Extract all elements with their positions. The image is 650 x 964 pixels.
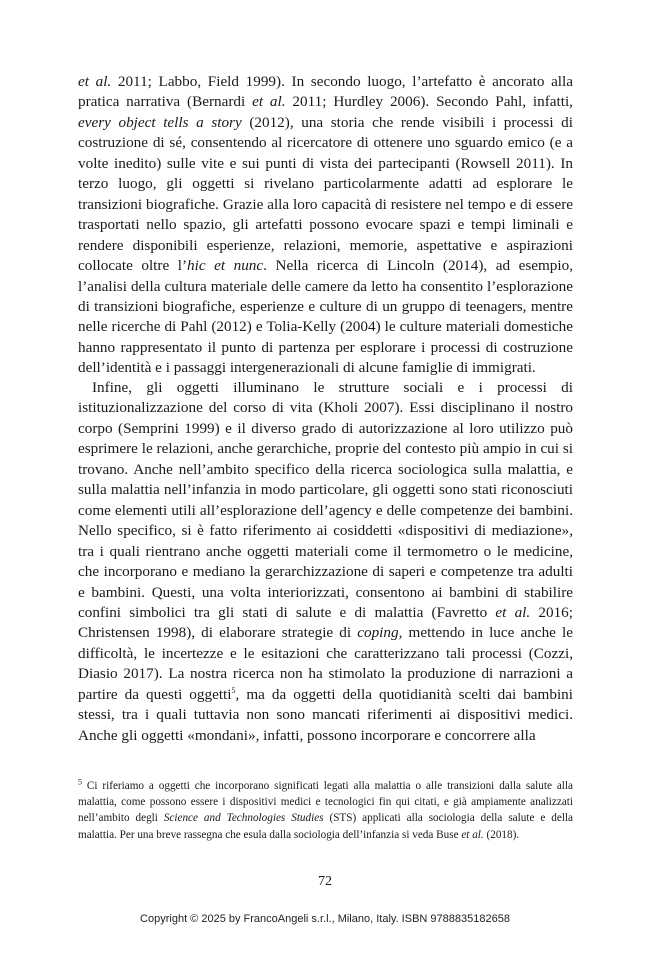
italic-run: et al. bbox=[78, 73, 112, 90]
text-run: . Nella ricerca di Lincoln (2014), ad esempio, l’analisi della cultura materiale delle camere da letto ha consentito l’esplorazione di transizioni biografiche, esperienze e culture di un gruppo di teenagers, mentre nelle ricerche di Pahl (2012) e Tolia-Kelly (2004) le culture materiali domestiche hanno rappresentato il punto di partenza per esplorare i processi di costruzione dell’identità e i passaggi intergenerazionali di alcune famiglie di immigrati. bbox=[78, 257, 573, 377]
text-run: Infine, gli oggetti illuminano le strutture sociali e i processi di istituzionalizzazione del corso di vita (Kholi 2007). Essi disciplinano il nostro corpo (Semprini 1999) e il diverso grado di autorizzazione al loro utilizzo può esprimere le relazioni, anche gerarchiche, proprie del contesto più ampio in cui si trovano. Anche nell’ambito specifico della ricerca sociologica sulla malattia, e sulla malattia nell’infanzia in modo particolare, gli oggetti sono stati riconosciuti come elementi utili all’esplorazione dell’agency e delle competenze dei bambini. Nello specifico, si è fatto riferimento ai cosiddetti «dispositivi di mediazione», tra i quali rientrano anche oggetti materiali come il termometro o le medicine, che incorporano e mediano la gerarchizzazione di saperi e competenze tra adulti e bambini. Questi, una volta interiorizzati, consentono ai bambini di stabilire confini simbolici tra gli stati di salute e di malattia (Favretto bbox=[78, 379, 573, 621]
italic-run: et al. bbox=[252, 93, 286, 111]
italic-run: coping bbox=[357, 624, 399, 642]
body-paragraph-1 bbox=[78, 72, 573, 379]
page-number: 72 bbox=[318, 874, 332, 889]
footnote-marker: 5 bbox=[231, 685, 236, 695]
italic-run: hic et nunc bbox=[187, 257, 264, 275]
copyright-notice: Copyright © 2025 by FrancoAngeli s.r.l., Milano, Italy. ISBN 9788835182658 bbox=[140, 913, 510, 925]
text-run: (2012), una storia che rende visibili i processi di costruzione di sé, consentendo al ricercatore di ottenere uno sguardo emico (e a volte inedito) sulle vite e sui punti di vista dei partecipanti (Rowsell 2011). In terzo luogo, gli oggetti si rivelano particolarmente adatti ad esplorare le transizioni biografiche. Grazie alla loro capacità di resistere nel tempo e di essere trasportati nello spazio, gli artefatti possono evocare spazi e tempi liminali e rendere disponibili esperienze, relazioni, memorie, aspettative e aspirazioni collocate oltre l’ bbox=[78, 113, 573, 275]
body-paragraph-2-text bbox=[78, 379, 573, 744]
text-run: Ci riferiamo a oggetti che incorporano significati legati alla malattia o alle transizioni dalla salute alla malattia, come possono essere i dispositivi medici e tecnologici fin qui citati, e già ampiamente analizzati nell’ambito degli bbox=[78, 780, 573, 825]
text-run: 2011; Labbo, Field 1999). In secondo luogo, l’artefatto è ancorato alla pratica narrativa (Bernardi bbox=[78, 73, 573, 111]
text-run: , mettendo in luce anche le difficoltà, le incertezze e le esitazioni che caratterizzano tali processi (Cozzi, Diasio 2017). La nostra ricerca non ha stimolato la produzione di narrazioni a partire da questi oggetti bbox=[78, 624, 574, 703]
text-run: , ma da oggetti della quotidianità scelti dai bambini stessi, tra i quali tuttavia non sono mancati riferimenti ai dispositivi medici. Anche gli oggetti «mondani», infatti, possono incorporare e concorrere alla bbox=[78, 685, 573, 744]
text-run: 2011; Hurdley 2006). Secondo Pahl, infatti, bbox=[285, 93, 573, 111]
italic-run: et al. bbox=[495, 603, 531, 621]
footnote-5 bbox=[78, 778, 573, 843]
text-run: 2016; Christensen 1998), di elaborare strategie di bbox=[78, 603, 573, 642]
italic-run: et al. bbox=[461, 828, 484, 841]
footnote-marker: 5 bbox=[78, 777, 82, 787]
italic-run: every object tells a story bbox=[78, 113, 242, 131]
italic-run: Science and Technologies Studies bbox=[163, 812, 324, 825]
text-run: (2018). bbox=[483, 828, 520, 841]
body-paragraph-2 bbox=[78, 378, 573, 746]
text-run: (STS) applicati alla sociologia della salute e della malattia. Per una breve rassegna che esula dalla sociologia dell’infanzia si veda Buse bbox=[78, 812, 573, 841]
